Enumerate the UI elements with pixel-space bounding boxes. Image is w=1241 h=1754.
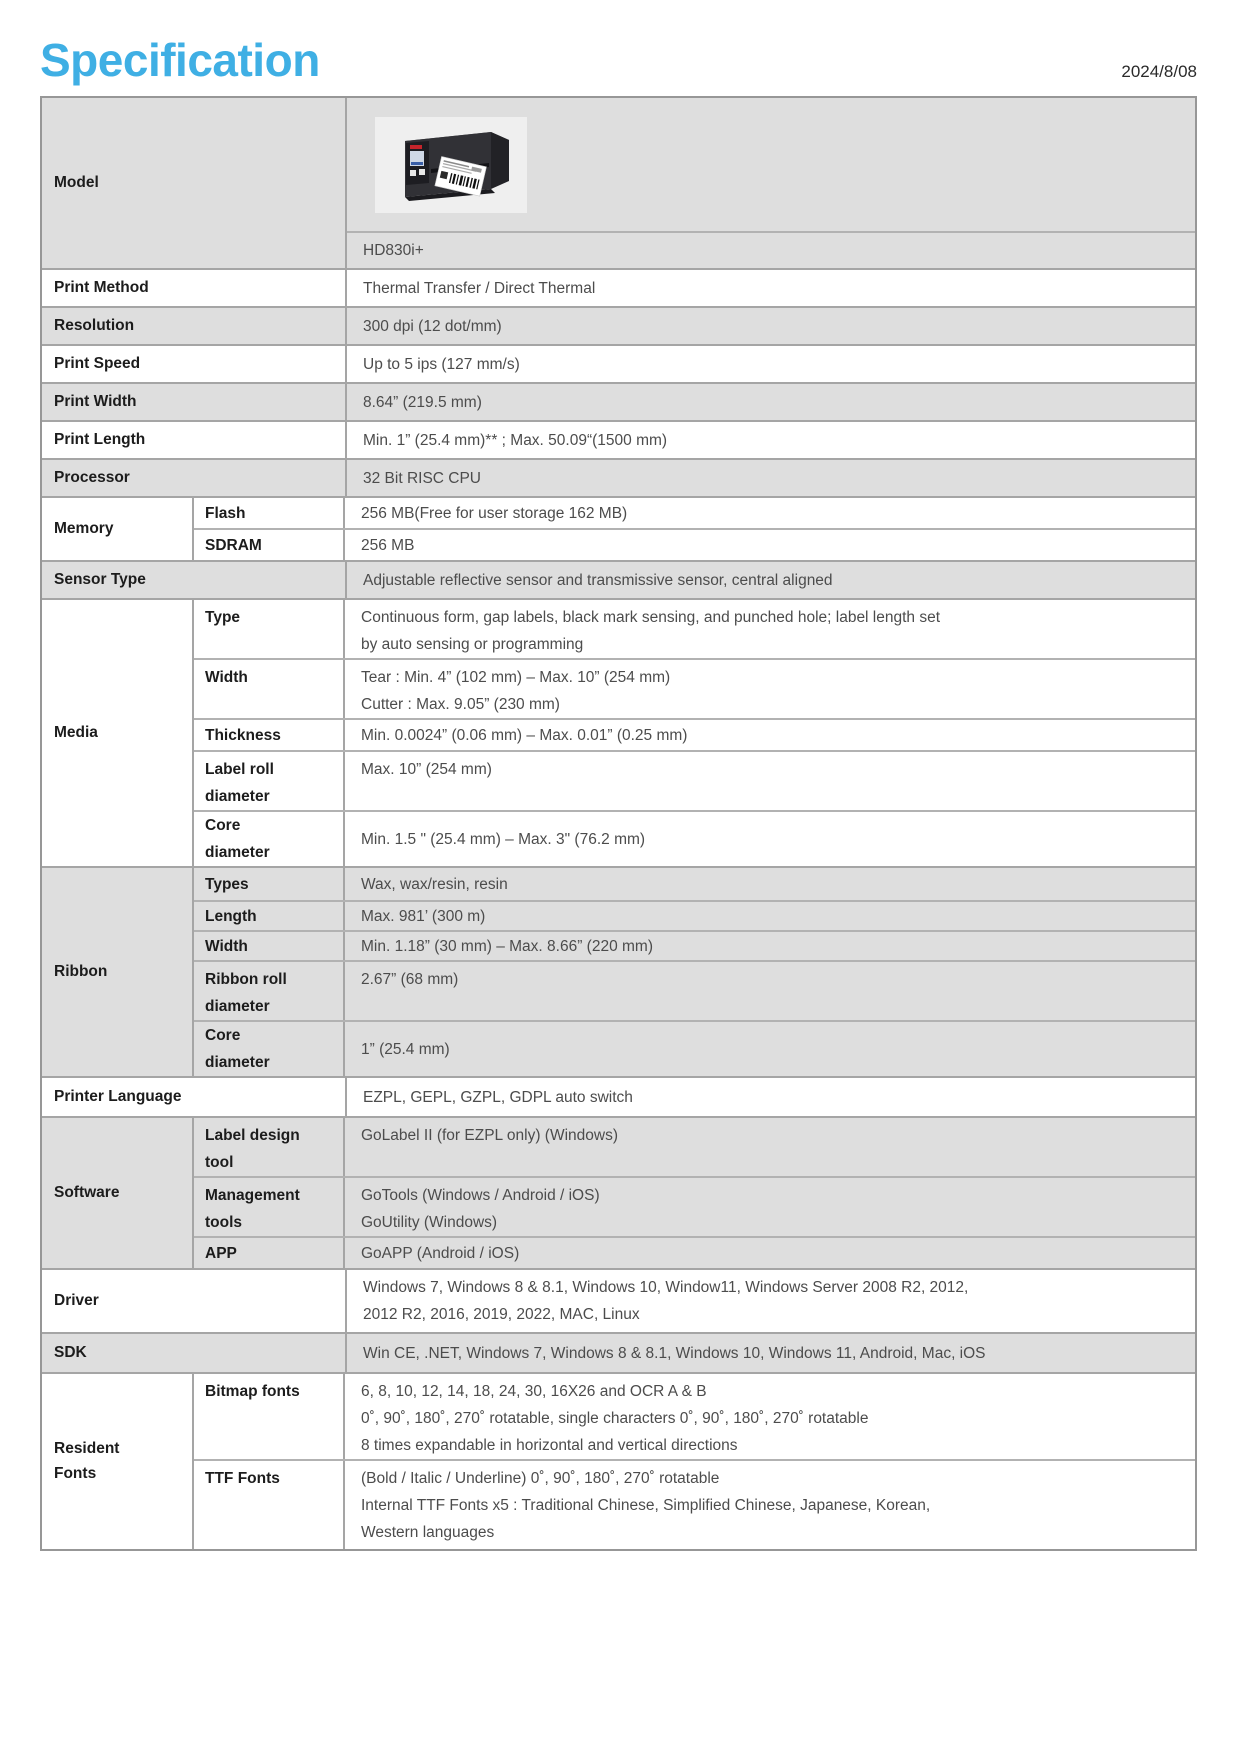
- processor-value: 32 Bit RISC CPU: [363, 469, 482, 487]
- media-type-line1: Continuous form, gap labels, black mark sensing, and punched hole; label length set: [361, 609, 941, 626]
- bitmap-fonts-line3: 8 times expandable in horizontal and vertical directions: [361, 1437, 738, 1454]
- media-label-roll-label: Label roll diameter: [194, 752, 345, 810]
- section-print-width: [42, 382, 1195, 420]
- media-type-value: [345, 600, 1195, 658]
- media-width-row: [194, 658, 1195, 718]
- print-width-value: 8.64” (219.5 mm): [363, 393, 482, 411]
- ribbon-core-diameter-row: [194, 1020, 1195, 1076]
- ribbon-roll-diameter-label: Ribbon roll diameter: [194, 962, 345, 1020]
- sdk-label: SDK: [42, 1334, 347, 1372]
- printer-language-label: Printer Language: [42, 1078, 347, 1116]
- print-length-label: Print Length: [42, 422, 347, 458]
- media-type-row: [194, 600, 1195, 658]
- section-print-speed: [42, 344, 1195, 382]
- software-management-value: [345, 1178, 1195, 1236]
- section-sdk: [42, 1332, 1195, 1372]
- media-type-label: Type: [194, 600, 345, 658]
- ribbon-length-row: [194, 900, 1195, 930]
- driver-label: Driver: [42, 1270, 347, 1332]
- software-label: Software: [42, 1118, 194, 1268]
- media-width-value: [345, 660, 1195, 718]
- software-app-value: GoAPP (Android / iOS): [361, 1244, 520, 1262]
- driver-line2: 2012 R2, 2016, 2019, 2022, MAC, Linux: [363, 1306, 640, 1323]
- section-sensor-type: [42, 560, 1195, 598]
- ribbon-core-diameter-label: Core diameter: [194, 1022, 345, 1076]
- media-core-diameter-value: Min. 1.5 " (25.4 mm) – Max. 3" (76.2 mm): [361, 830, 646, 848]
- software-management-row: [194, 1176, 1195, 1236]
- media-label: Media: [42, 600, 194, 866]
- printer-language-value: EZPL, GEPL, GZPL, GDPL auto switch: [363, 1088, 633, 1106]
- software-label-design-value: GoLabel II (for EZPL only) (Windows): [361, 1127, 618, 1144]
- ttf-fonts-row: [194, 1459, 1195, 1549]
- memory-sdram-value: 256 MB: [361, 536, 415, 554]
- bitmap-fonts-line2: 0˚, 90˚, 180˚, 270˚ rotatable, single characters 0˚, 90˚, 180˚, 270˚ rotatable: [361, 1410, 869, 1427]
- software-app-row: [194, 1236, 1195, 1268]
- sensor-type-value: Adjustable reflective sensor and transmissive sensor, central aligned: [363, 571, 833, 589]
- software-management-line2: GoUtility (Windows): [361, 1214, 498, 1231]
- resident-fonts-label: Resident Fonts: [42, 1374, 194, 1549]
- bitmap-fonts-row: [194, 1374, 1195, 1459]
- page-title: Specification: [40, 34, 320, 87]
- sensor-type-label: Sensor Type: [42, 562, 347, 598]
- memory-flash-value: 256 MB(Free for user storage 162 MB): [361, 504, 628, 522]
- print-method-value: Thermal Transfer / Direct Thermal: [363, 279, 596, 297]
- ttf-fonts-line1: (Bold / Italic / Underline) 0˚, 90˚, 180˚, 270˚ rotatable: [361, 1470, 720, 1487]
- model-label: Model: [42, 98, 347, 268]
- section-resident-fonts: [42, 1372, 1195, 1549]
- print-method-label: Print Method: [42, 270, 347, 306]
- bitmap-fonts-line1: 6, 8, 10, 12, 14, 18, 24, 30, 16X26 and OCR A & B: [361, 1383, 707, 1400]
- ribbon-types-value: Wax, wax/resin, resin: [361, 875, 508, 893]
- ribbon-length-value: Max. 981’ (300 m): [361, 907, 486, 925]
- memory-sdram-label: SDRAM: [194, 530, 345, 560]
- resolution-value: 300 dpi (12 dot/mm): [363, 317, 502, 335]
- sdk-value: Win CE, .NET, Windows 7, Windows 8 & 8.1, Windows 10, Windows 11, Android, Mac, iOS: [363, 1344, 986, 1362]
- media-label-roll-value: Max. 10” (254 mm): [361, 761, 492, 778]
- ribbon-types-row: [194, 868, 1195, 900]
- section-resolution: [42, 306, 1195, 344]
- memory-flash-label: Flash: [194, 498, 345, 528]
- memory-flash-row: [194, 498, 1195, 528]
- section-driver: [42, 1268, 1195, 1332]
- ttf-fonts-label: TTF Fonts: [194, 1461, 345, 1549]
- resolution-label: Resolution: [42, 308, 347, 344]
- media-thickness-row: [194, 718, 1195, 750]
- doc-date: 2024/8/08: [1121, 62, 1197, 81]
- page-header: [40, 30, 1197, 86]
- ribbon-width-row: [194, 930, 1195, 960]
- ttf-fonts-line3: Western languages: [361, 1524, 495, 1541]
- software-app-label: APP: [194, 1238, 345, 1268]
- driver-value: [347, 1270, 1195, 1332]
- bitmap-fonts-label: Bitmap fonts: [194, 1374, 345, 1459]
- print-width-label: Print Width: [42, 384, 347, 420]
- section-memory: [42, 496, 1195, 560]
- section-software: [42, 1116, 1195, 1268]
- ribbon-width-value: Min. 1.18” (30 mm) – Max. 8.66” (220 mm): [361, 937, 653, 955]
- section-ribbon: [42, 866, 1195, 1076]
- print-speed-value: Up to 5 ips (127 mm/s): [363, 355, 520, 373]
- memory-label: Memory: [42, 498, 194, 560]
- software-label-design-label: Label design tool: [194, 1118, 345, 1176]
- media-width-line2: Cutter : Max. 9.05” (230 mm): [361, 696, 560, 713]
- print-speed-label: Print Speed: [42, 346, 347, 382]
- ttf-fonts-line2: Internal TTF Fonts x5 : Traditional Chinese, Simplified Chinese, Japanese, Korean,: [361, 1497, 931, 1514]
- printer-photo: [375, 117, 527, 213]
- ribbon-types-label: Types: [194, 868, 345, 900]
- driver-line1: Windows 7, Windows 8 & 8.1, Windows 10, Window11, Windows Server 2008 R2, 2012,: [363, 1279, 969, 1296]
- ribbon-core-diameter-value: 1” (25.4 mm): [361, 1040, 450, 1058]
- media-thickness-label: Thickness: [194, 720, 345, 750]
- media-type-line2: by auto sensing or programming: [361, 636, 584, 653]
- software-label-design-row: [194, 1118, 1195, 1176]
- section-model: [42, 98, 1195, 268]
- media-width-label: Width: [194, 660, 345, 718]
- media-core-diameter-label: Core diameter: [194, 812, 345, 866]
- ribbon-roll-diameter-value: 2.67” (68 mm): [361, 971, 459, 988]
- ribbon-roll-diameter-row: [194, 960, 1195, 1020]
- ttf-fonts-value: [345, 1461, 1195, 1549]
- section-processor: [42, 458, 1195, 496]
- software-management-label: Management tools: [194, 1178, 345, 1236]
- section-print-length: [42, 420, 1195, 458]
- model-name: HD830i+: [363, 242, 424, 259]
- bitmap-fonts-value: [345, 1374, 1195, 1459]
- print-length-value: Min. 1” (25.4 mm)** ; Max. 50.09“(1500 mm): [363, 431, 668, 449]
- ribbon-width-label: Width: [194, 932, 345, 960]
- media-width-line1: Tear : Min. 4” (102 mm) – Max. 10” (254 mm): [361, 669, 671, 686]
- section-printer-language: [42, 1076, 1195, 1116]
- processor-label: Processor: [42, 460, 347, 496]
- media-thickness-value: Min. 0.0024” (0.06 mm) – Max. 0.01” (0.25 mm): [361, 726, 688, 744]
- ribbon-label: Ribbon: [42, 868, 194, 1076]
- media-core-diameter-row: [194, 810, 1195, 866]
- media-label-roll-row: [194, 750, 1195, 810]
- model-photo-cell: [347, 98, 1195, 231]
- ribbon-length-label: Length: [194, 902, 345, 930]
- section-media: [42, 598, 1195, 866]
- software-management-line1: GoTools (Windows / Android / iOS): [361, 1187, 600, 1204]
- memory-sdram-row: [194, 528, 1195, 560]
- spec-table: [40, 96, 1197, 1551]
- section-print-method: [42, 268, 1195, 306]
